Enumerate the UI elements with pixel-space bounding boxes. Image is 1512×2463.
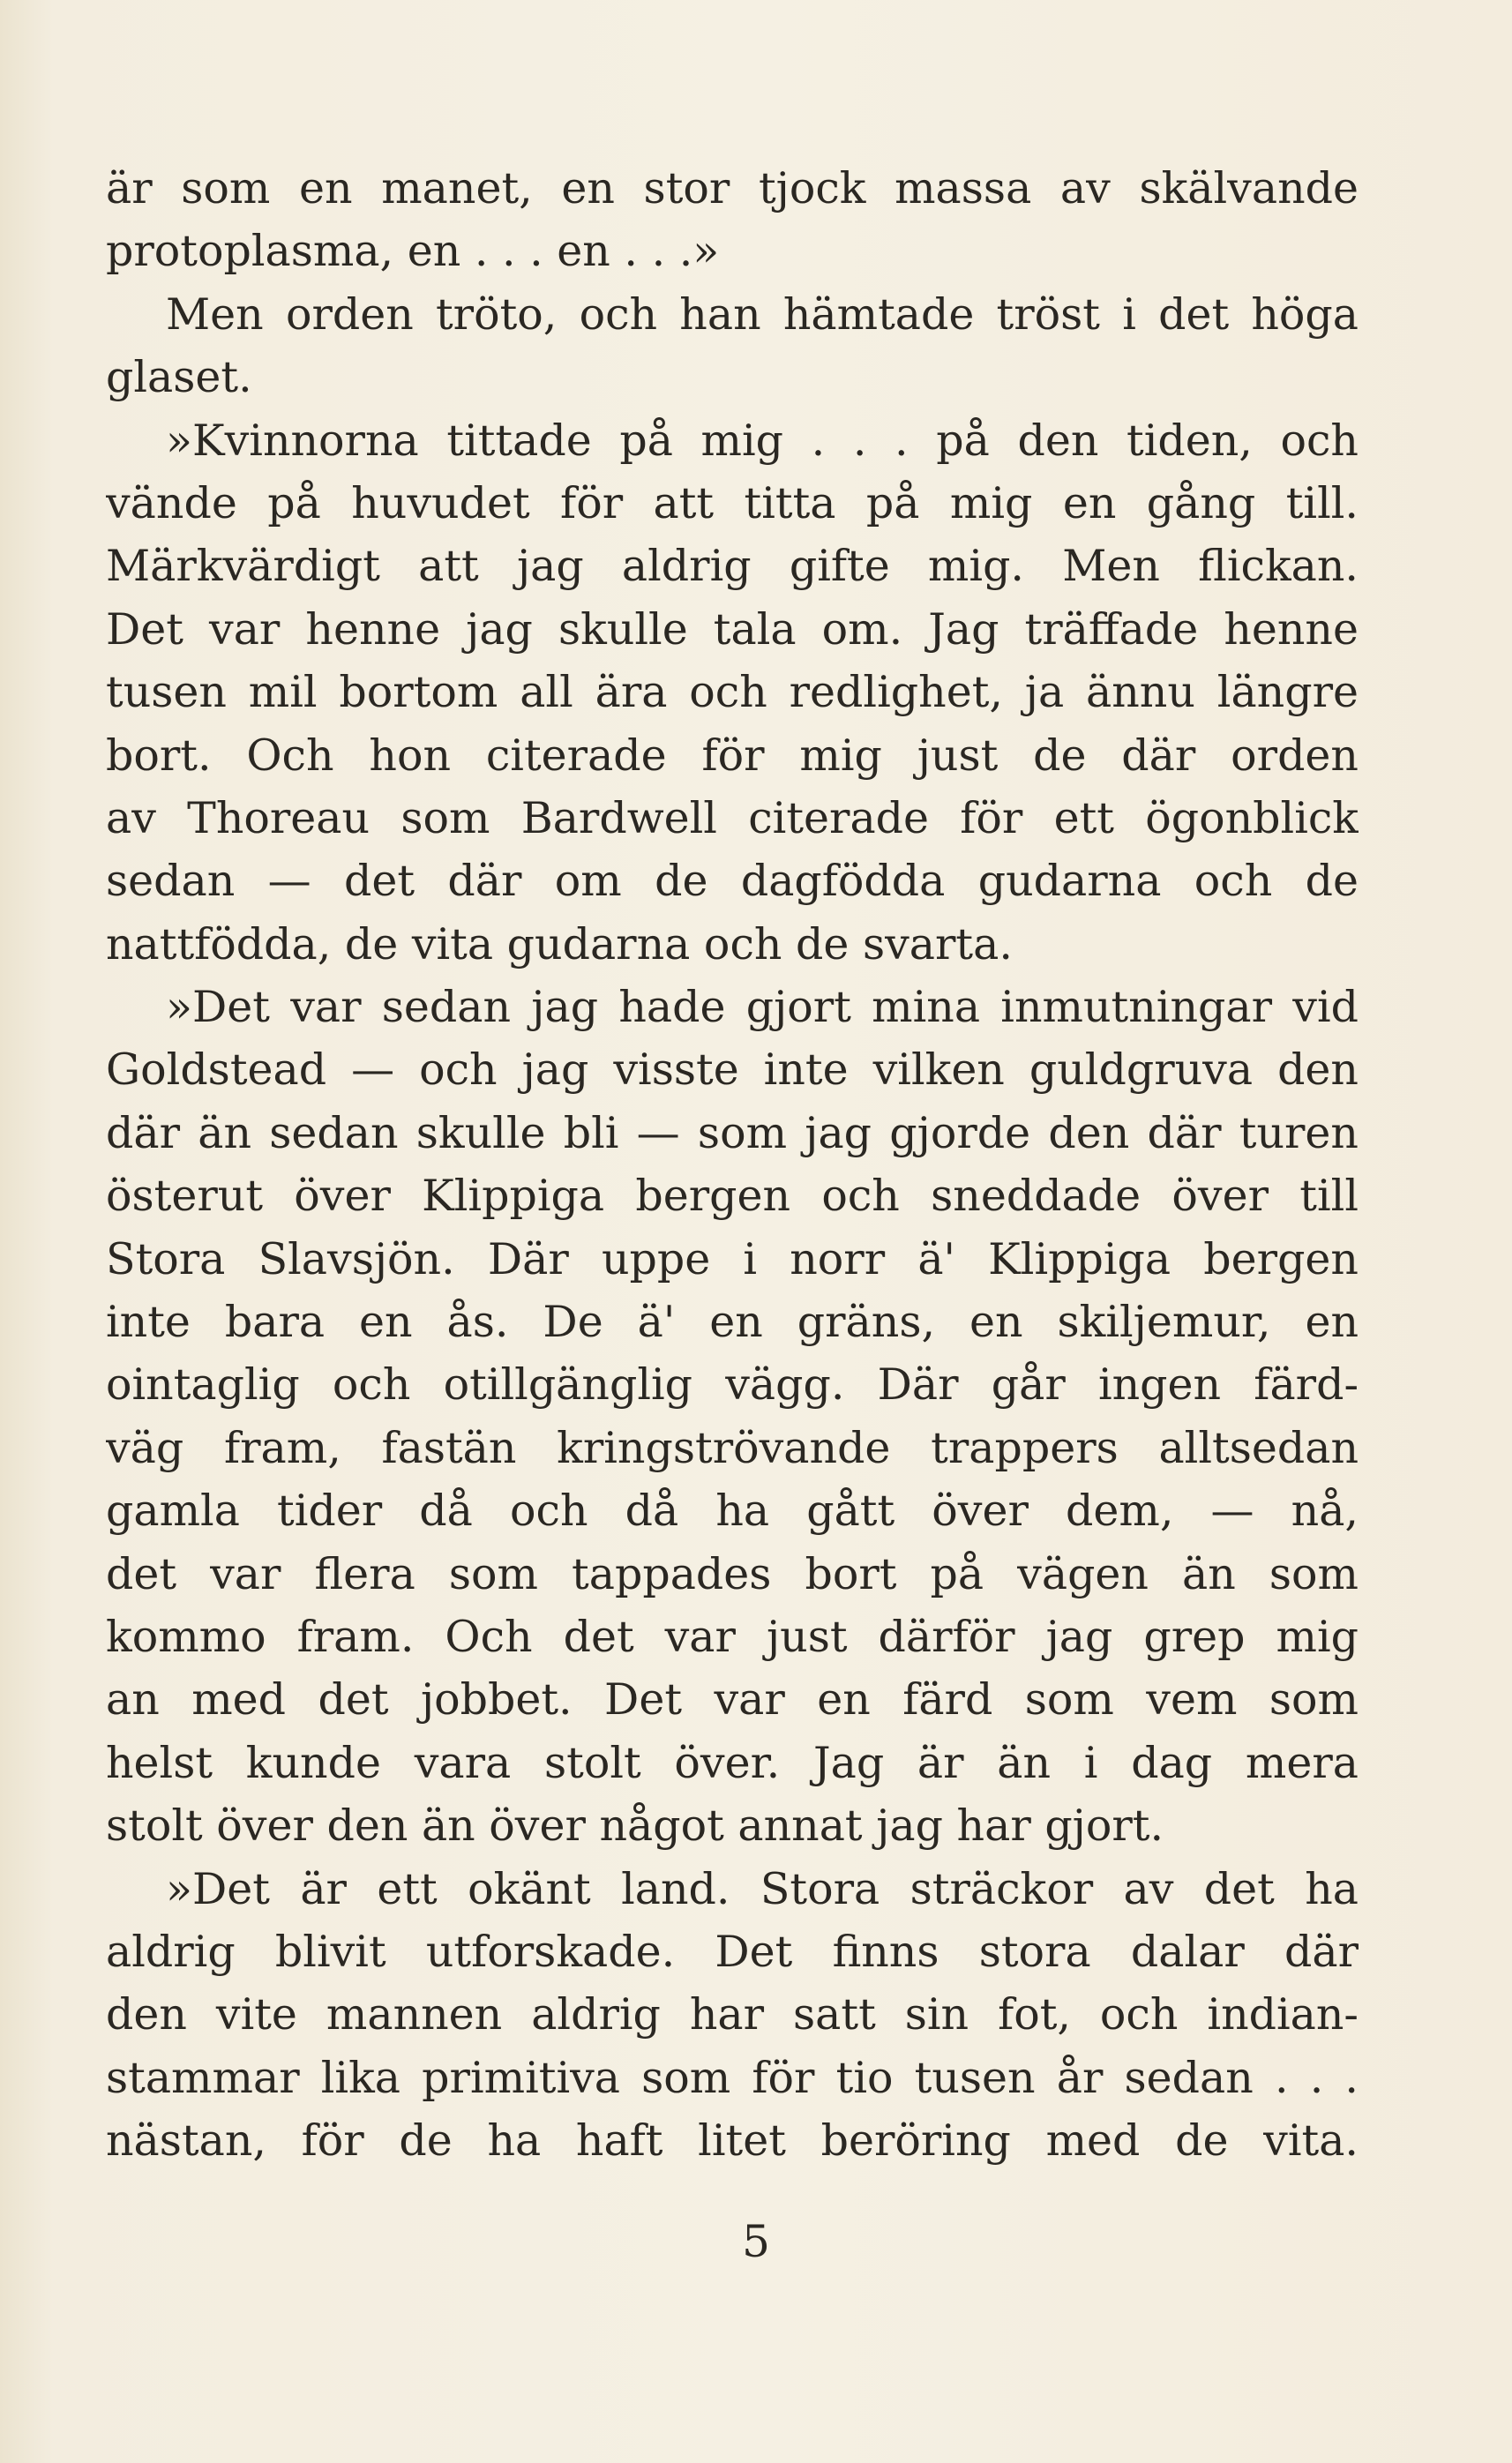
text-line: aldrig blivit utforskade. Det finns stora dalar där	[106, 1926, 1359, 1977]
text-line: Stora Slavsjön. Där uppe i norr ä' Klippiga bergen	[106, 1233, 1359, 1284]
text-line: österut över Klippiga bergen och sneddade över till	[106, 1171, 1359, 1222]
text-line: väg fram, fastän kringströvande trappers alltsedan	[106, 1422, 1359, 1473]
text-line: sedan — det där om de dagfödda gudarna och de	[106, 856, 1359, 907]
text-line: »Det var sedan jag hade gjort mina inmutningar vid	[166, 982, 1359, 1033]
text-line: kommo fram. Och det var just därför jag grep mig	[106, 1611, 1359, 1662]
text-line: där än sedan skulle bli — som jag gjorde den där turen	[106, 1107, 1359, 1158]
text-line: gamla tider då och då ha gått över dem, — nå,	[106, 1486, 1359, 1537]
text-line: nästan, för de ha haft litet beröring med de vita.	[106, 2115, 1359, 2167]
text-line: Goldstead — och jag visste inte vilken guldgruva den	[106, 1044, 1359, 1096]
text-line: stolt över den än över något annat jag har gjort.	[106, 1800, 1164, 1852]
text-line: Men orden tröto, och han hämtade tröst i det höga	[166, 288, 1359, 340]
text-line: inte bara en ås. De ä' en gräns, en skiljemur, en	[106, 1297, 1359, 1348]
text-line: det var flera som tappades bort på vägen än som	[106, 1548, 1359, 1599]
text-line: protoplasma, en . . . en . . .»	[106, 226, 720, 277]
text-line: är som en manet, en stor tjock massa av skälvande	[106, 163, 1359, 213]
text-line: vände på huvudet för att titta på mig en gång till.	[106, 477, 1359, 528]
text-line: av Thoreau som Bardwell citerade för ett ögonblick	[106, 792, 1359, 843]
body-text	[106, 157, 1359, 2173]
text-line: den vite mannen aldrig har satt sin fot, och indian-	[106, 1989, 1359, 2040]
text-line: Märkvärdigt att jag aldrig gifte mig. Men flickan.	[106, 541, 1359, 592]
text-line: stammar lika primitiva som för tio tusen år sedan . . .	[106, 2052, 1359, 2103]
text-line: bort. Och hon citerade för mig just de där orden	[106, 730, 1359, 781]
page-number: 5	[742, 2216, 770, 2267]
text-line: ointaglig och otillgänglig vägg. Där går ingen färd-	[106, 1359, 1359, 1411]
text-line: Det var henne jag skulle tala om. Jag träffade henne	[106, 603, 1359, 655]
text-line: an med det jobbet. Det var en färd som vem som	[106, 1674, 1359, 1726]
text-line: helst kunde vara stolt över. Jag är än i dag mera	[106, 1737, 1359, 1788]
text-line: »Det är ett okänt land. Stora sträckor av det ha	[166, 1863, 1359, 1914]
text-line: tusen mil bortom all ära och redlighet, ja ännu längre	[106, 667, 1359, 718]
text-line: glaset.	[106, 352, 252, 403]
text-line: nattfödda, de vita gudarna och de svarta.	[106, 918, 1013, 969]
text-line: »Kvinnorna tittade på mig . . . på den tiden, och	[166, 415, 1359, 466]
